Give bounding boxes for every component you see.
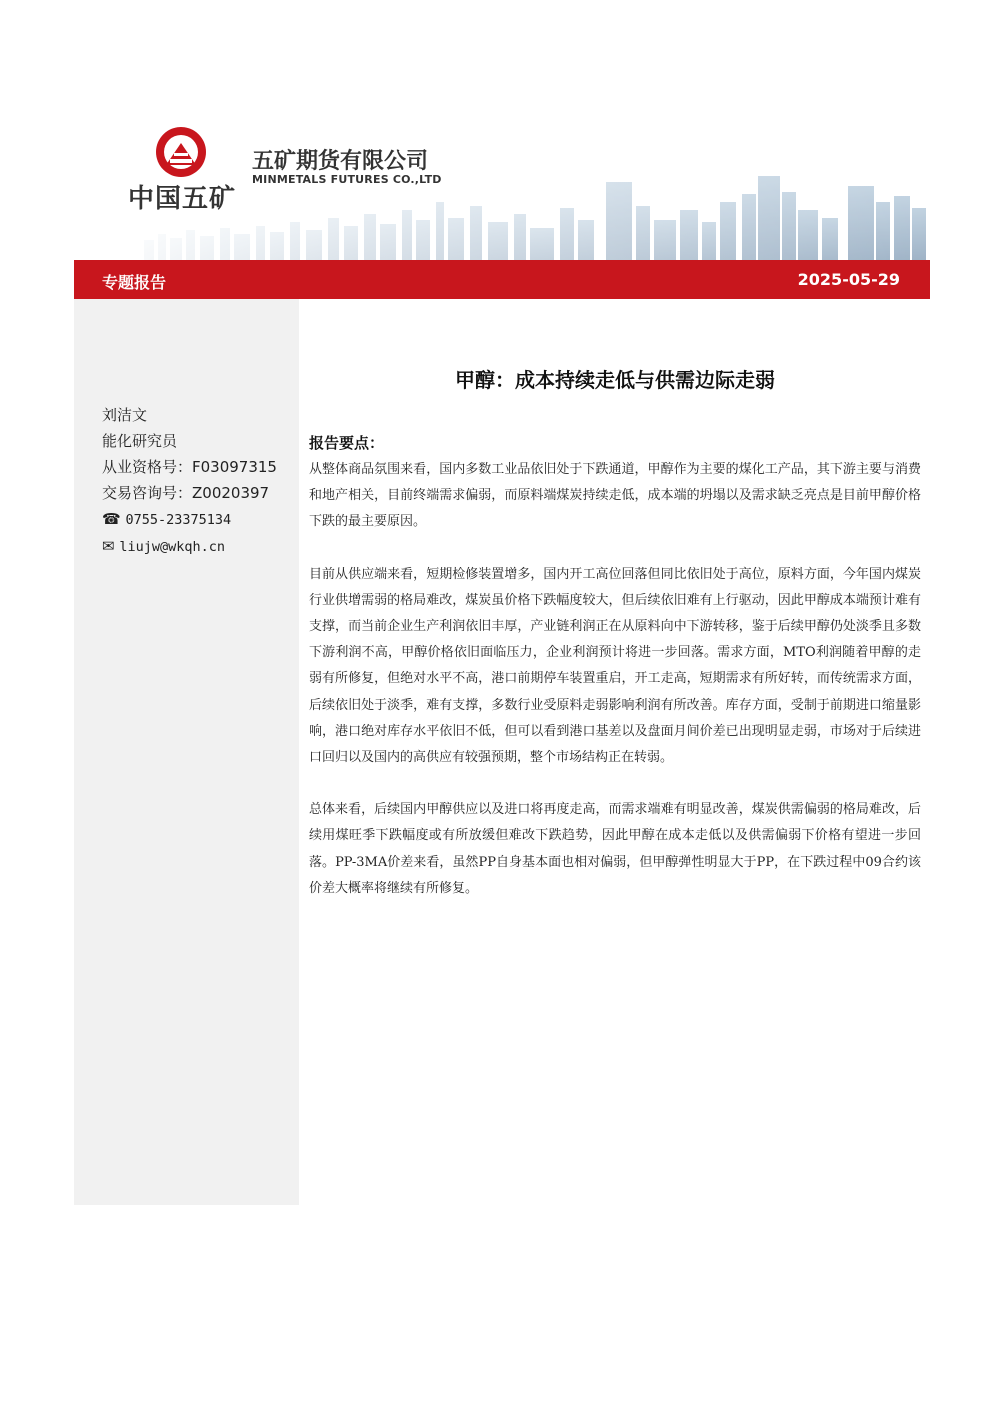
- company-name-en: MINMETALS FUTURES CO.,LTD: [252, 173, 442, 186]
- report-header: [74, 110, 930, 260]
- group-logo-text: 中国五矿: [128, 184, 237, 214]
- company-name-cn: 五矿期货有限公司: [252, 149, 429, 174]
- report-body: [309, 457, 921, 928]
- author-email[interactable]: liujw@wkqh.cn: [119, 539, 226, 555]
- report-date: 2025-05-29: [797, 270, 900, 289]
- paragraph: 总体来看，后续国内甲醇供应以及进口将再度走高，而需求端难有明显改善，煤炭供需偏弱的格局难改，后续用煤旺季下跌幅度或有所放缓但难改下跌趋势，因此甲醇在成本走低以及供需偏弱下价格有望进一步回落。PP-3MA价差来看，虽然PP自身基本面也相对偏弱，但甲醇弹性明显大于PP，在下跌过程中09合约该价差大概率将继续有所修复。: [309, 802, 921, 896]
- author-name: 刘洁文: [102, 406, 148, 424]
- phone-icon: ☎: [102, 510, 121, 528]
- paragraph: 从整体商品氛围来看，国内多数工业品依旧处于下跌通道，甲醇作为主要的煤化工产品，其下游主要与消费和地产相关，目前终端需求偏弱，而原料端煤炭持续走低，成本端的坍塌以及需求缺乏亮点是目前甲醇价格下跌的最主要原因。: [309, 462, 921, 530]
- author-info: [102, 402, 277, 560]
- author-phone-row: [102, 506, 277, 533]
- mail-icon: ✉: [102, 537, 115, 555]
- minmetals-emblem-icon: [154, 125, 208, 179]
- author-phone: 0755-23375134: [125, 512, 232, 528]
- section-heading: 报告要点：: [309, 434, 385, 452]
- report-type-label: 专题报告: [102, 273, 167, 292]
- author-role: 能化研究员: [102, 432, 178, 450]
- author-consulting-number: 交易咨询号：Z0020397: [102, 484, 270, 502]
- report-title: 甲醇：成本持续走低与供需边际走弱: [455, 368, 775, 392]
- author-qualification: 从业资格号：F03097315: [102, 458, 277, 476]
- author-sidebar: [74, 299, 299, 1205]
- report-type-bar: [74, 260, 930, 299]
- author-email-row: [102, 533, 277, 560]
- paragraph: 目前从供应端来看，短期检修装置增多，国内开工高位回落但同比依旧处于高位，原料方面，今年国内煤炭行业供增需弱的格局难改，煤炭虽价格下跌幅度较大，但后续依旧难有上行驱动，因此甲醇成本端预计难有支撑，而当前企业生产利润依旧丰厚，产业链利润正在从原料向中下游转移，鉴于后续甲醇仍处淡季且多数下游利润不高，甲醇价格依旧面临压力，企业利润预计将进一步回落。需求方面，MTO利润随着甲醇的走弱有所修复，但绝对水平不高，港口前期停车装置重启，开工走高，短期需求有所好转，而传统需求方面，后续依旧处于淡季，难有支撑，多数行业受原料走弱影响利润有所改善。库存方面，受制于前期进口缩量影响，港口绝对库存水平依旧不低，但可以看到港口基差以及盘面月间价差已出现明显走弱，市场对于后续进口回归以及国内的高供应有较强预期，整个市场结构正在转弱。: [309, 566, 921, 766]
